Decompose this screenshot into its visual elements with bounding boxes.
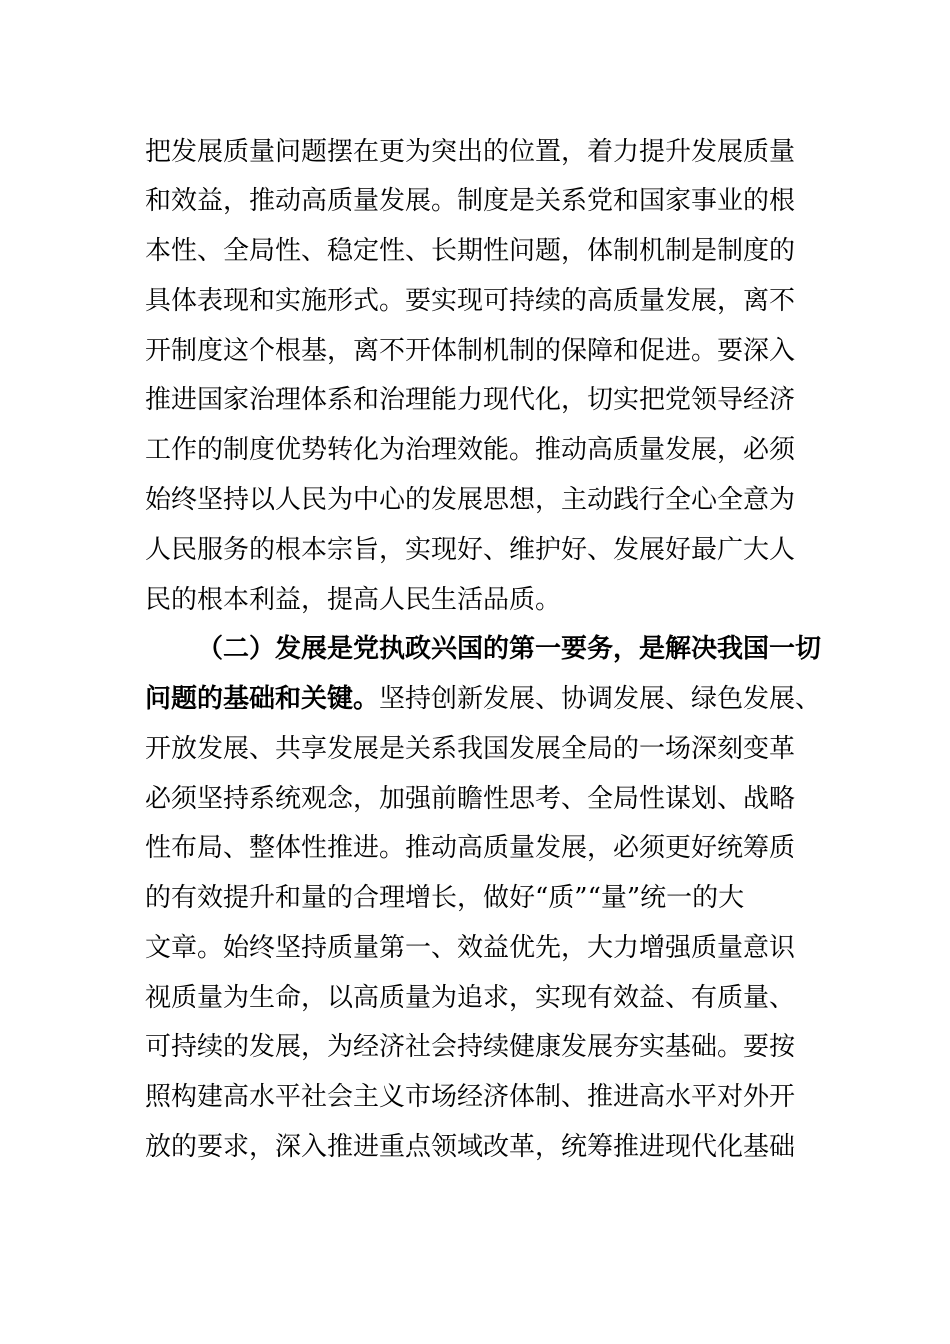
text-line: 始终坚持以人民为中心的发展思想，主动践行全心全意为 xyxy=(145,485,796,515)
text-line: 的有效提升和量的合理增长，做好“质”“量”统一的大 xyxy=(145,883,745,913)
text-line: 开制度这个根基，离不开体制机制的保障和促进。要深入 xyxy=(145,336,796,366)
text-line: 必须坚持系统观念，加强前瞻性思考、全局性谋划、战略 xyxy=(145,784,796,814)
text-run: 坚持创新发展、协调发展、绿色发展、 xyxy=(379,684,822,714)
text-line: 可持续的发展，为经济社会持续健康发展夯实基础。要按 xyxy=(145,1032,796,1062)
text-line: 民的根本利益，提高人民生活品质。 xyxy=(145,585,562,615)
text-line: 推进国家治理体系和治理能力现代化，切实把党领导经济 xyxy=(145,385,796,415)
text-line: 工作的制度优势转化为治理效能。推动高质量发展，必须 xyxy=(145,435,796,465)
text-line: 放的要求，深入推进重点领域改革，统筹推进现代化基础 xyxy=(145,1132,796,1162)
text-line: 把发展质量问题摆在更为突出的位置，着力提升发展质量 xyxy=(145,137,796,167)
text-line: 开放发展、共享发展是关系我国发展全局的一场深刻变革 xyxy=(145,734,796,764)
text-line: 具体表现和实施形式。要实现可持续的高质量发展，离不 xyxy=(145,286,796,316)
text-line: 文章。始终坚持质量第一、效益优先，大力增强质量意识 xyxy=(145,933,796,963)
text-line: 人民服务的根本宗旨，实现好、维护好、发展好最广大人 xyxy=(145,535,796,565)
text-line: 照构建高水平社会主义市场经济体制、推进高水平对外开 xyxy=(145,1082,796,1112)
text-line: 视质量为生命，以高质量为追求，实现有效益、有质量、 xyxy=(145,983,796,1013)
text-line: 本性、全局性、稳定性、长期性问题，体制机制是制度的 xyxy=(145,236,796,266)
text-line: 性布局、整体性推进。推动高质量发展，必须更好统筹质 xyxy=(145,833,796,863)
text-line-mixed xyxy=(145,679,821,719)
section-heading-continuation: 问题的基础和关键。 xyxy=(145,684,380,714)
section-heading: （二）发展是党执政兴国的第一要务，是解决我国一切 xyxy=(197,634,822,664)
text-line: 和效益，推动高质量发展。制度是关系党和国家事业的根 xyxy=(145,186,796,216)
